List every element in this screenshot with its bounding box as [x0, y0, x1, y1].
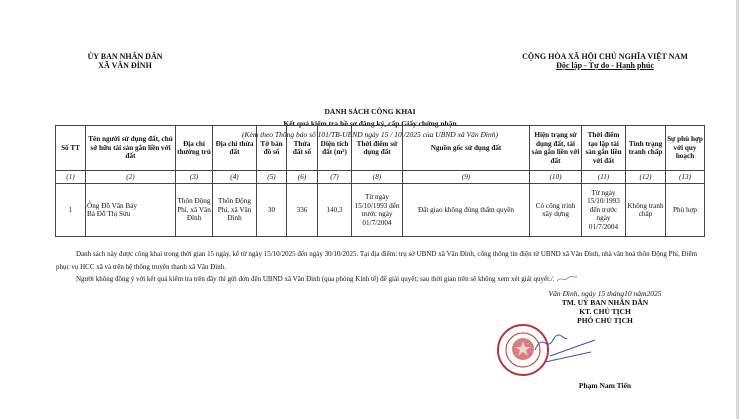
column-header: Thời điểm tạo lập tài sản gắn liền với đất [582, 126, 626, 171]
note-paragraph-2-text: Người không đồng ý với kết quả kiểm tra trên đây thì gửi đơn đến UBND xã Vân Đình (qua phòng Kinh tế) để giải quyết; sau thời gian trên sẽ không xem xét giải quyết./. [76, 275, 555, 283]
notes [56, 248, 706, 286]
column-number: (8) [352, 171, 403, 184]
column-number: (13) [666, 171, 705, 184]
table-cell: Thôn Động Phí, xã Vân Đình [213, 184, 257, 237]
title-sub: Kết quả kiểm tra hồ sơ đăng ký, cấp Giấy chứng nhận [283, 119, 457, 128]
title-ref: (Kèm theo Thông báo số 101/TB-UBND ngày 15 / 10 /2025 của UBND xã Vân Đình) [241, 130, 499, 139]
nation-line2: Độc lập - Tự do - Hạnh phúc [556, 61, 654, 70]
column-number: (10) [530, 171, 582, 184]
column-header: Sự phù hợp với quy hoạch [666, 126, 705, 171]
org-line1: ỦY BAN NHÂN DÂN [87, 52, 163, 61]
column-header: Hiện trạng sử dụng đất, tài sản gắn liền với đất [530, 126, 582, 171]
column-header: Số TT [56, 126, 86, 171]
column-header: Thời điểm sử dụng đất [352, 126, 403, 171]
column-number: (2) [86, 171, 176, 184]
column-number: (6) [287, 171, 318, 184]
column-header: Tình trạng tranh chấp [626, 126, 666, 171]
table-header-row [56, 126, 705, 171]
column-number: (11) [582, 171, 626, 184]
column-header: Địa chỉ thửa đất [213, 126, 257, 171]
table-number-row [56, 171, 705, 184]
sign-line2: KT. CHỦ TỊCH [579, 307, 631, 316]
sign-date: Vân Đình, ngày 15 tháng10 năm2025 [548, 289, 662, 298]
note-paragraph-2 [56, 273, 706, 286]
column-number: (1) [56, 171, 86, 184]
column-header: Nguồn gốc sử dụng đất [403, 126, 530, 171]
org-line2: XÃ VÂN ĐÌNH [98, 61, 152, 70]
table-cell: Từ ngày 15/10/1993 đến trước ngày 01/7/2004 [352, 184, 403, 237]
column-number: (3) [176, 171, 213, 184]
sign-line1: TM. UỶ BAN NHÂN DÂN [561, 298, 649, 307]
note-paragraph-1: Danh sách này được công khai trong thời gian 15 ngày, kể từ ngày 15/10/2025 đến ngày 30/10/2025. Tại địa điểm: trụ sở UBND xã Vân Đình, cổng thông tin điện tử UBND xã Vân Đình, nhà văn hoá thôn Động Phí, Điểm phục vụ HCC xã và trên hệ thống truyền thanh xã Vân Đình. [56, 250, 698, 271]
signer-name: Phạm Nam Tiến [578, 381, 632, 390]
column-header: Tên người sử dụng đất, chủ sở hữu tài sản gắn liền với đất [86, 126, 176, 171]
table-cell: Ông Đỗ Văn Bảy Bà Đỗ Thị Sửu [86, 184, 176, 237]
table-cell: Có công trình xây dựng [530, 184, 582, 237]
column-number: (7) [318, 171, 352, 184]
official-seal-icon [495, 322, 605, 380]
column-number: (5) [257, 171, 287, 184]
nation-line1: CỘNG HÒA XÃ HỘI CHỦ NGHĨA VIỆT NAM [522, 52, 688, 61]
column-number: (9) [403, 171, 530, 184]
org-header [60, 52, 190, 70]
column-number: (4) [213, 171, 257, 184]
table-cell: 30 [257, 184, 287, 237]
column-number: (12) [626, 171, 666, 184]
table-cell: Không tranh chấp [626, 184, 666, 237]
title-main: DANH SÁCH CÔNG KHAI [324, 107, 416, 116]
table-cell: 1 [56, 184, 86, 237]
table-cell: Đất giao không đúng thẩm quyền [403, 184, 530, 237]
table-cell: Phù hợp [666, 184, 705, 237]
column-header: Diện tích đất (m²) [318, 126, 352, 171]
table-cell: Từ ngày 15/10/1993 đến trước ngày 01/7/2004 [582, 184, 626, 237]
table-cell: Thôn Động Phí, xã Vân Đình [176, 184, 213, 237]
initials-signature-icon [556, 275, 578, 283]
table-cell: 336 [287, 184, 318, 237]
table-cell: 140,3 [318, 184, 352, 237]
nation-header [500, 52, 710, 70]
table-row [56, 184, 705, 237]
column-header: Địa chỉ thường trú [176, 126, 213, 171]
column-header: Thửa đất số [287, 126, 318, 171]
sign-line3: PHÓ CHỦ TỊCH [577, 316, 633, 325]
column-header: Tờ bản đồ số [257, 126, 287, 171]
signature-block [540, 289, 670, 325]
results-table [55, 125, 705, 237]
